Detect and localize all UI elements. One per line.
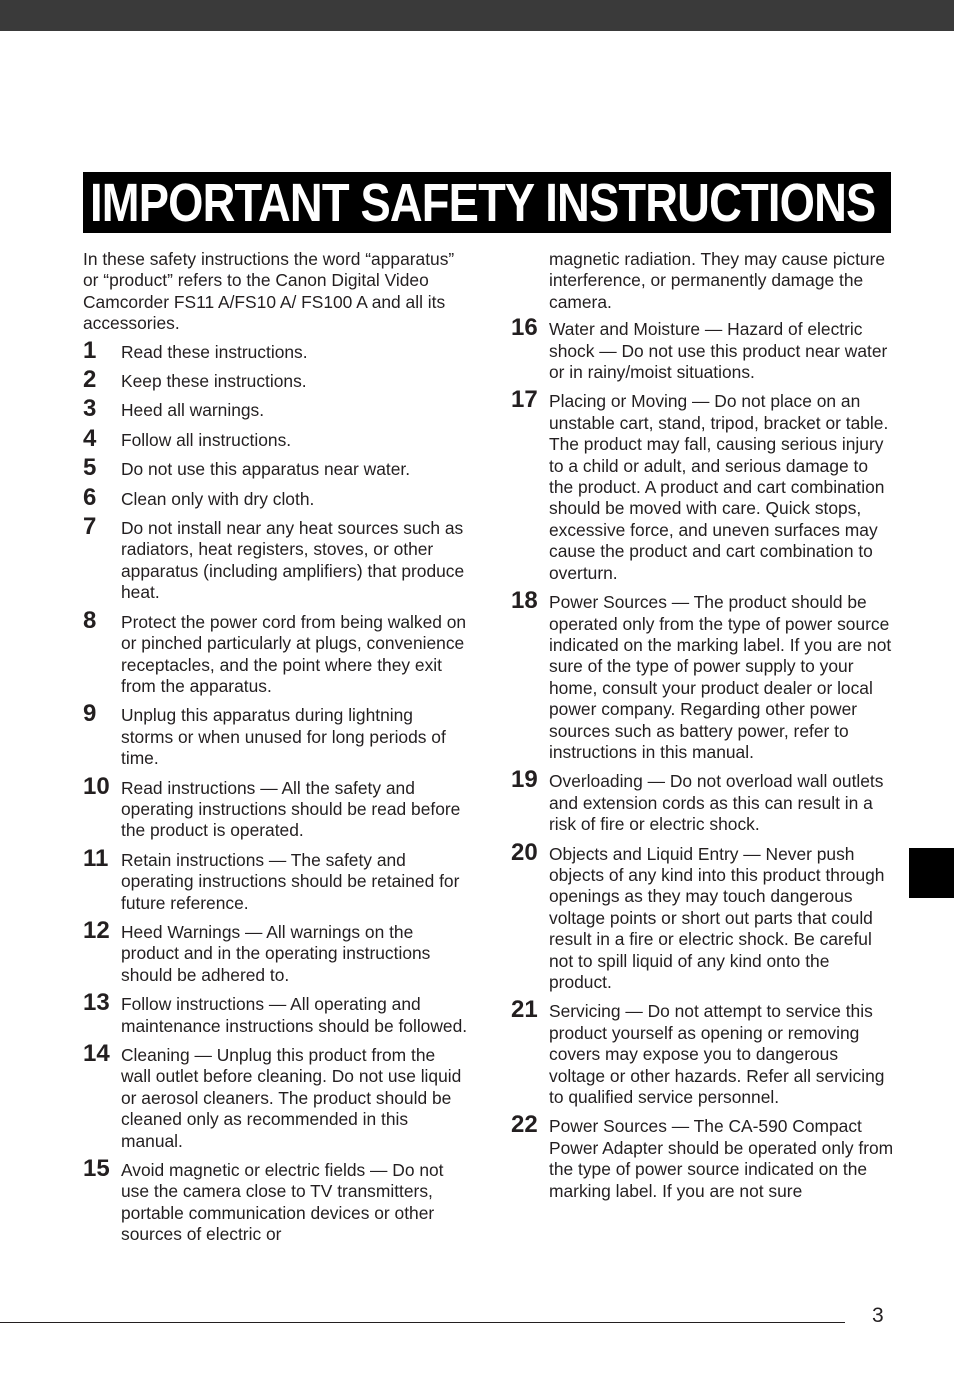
instruction-item-9 <box>83 700 468 769</box>
item-text: Protect the power cord from being walked on or pinched particularly at plugs, convenience receptacles, and the point where they exit from the apparatus. <box>121 611 467 696</box>
item-text: Heed all warnings. <box>121 400 265 421</box>
item-text: Clean only with dry cloth. <box>121 488 315 509</box>
item-15-continuation: magnetic radiation. They may cause picture interference, or permanently damage the camera. <box>549 249 886 312</box>
instruction-item-7 <box>83 513 468 604</box>
left-column <box>83 249 468 1254</box>
instruction-item-22 <box>511 1111 896 1202</box>
item-number: 15 <box>83 1155 110 1183</box>
title-banner <box>83 172 891 233</box>
item-text: Retain instructions — The safety and operating instructions should be retained for future reference. <box>121 849 460 913</box>
item-text: Follow instructions — All operating and maintenance instructions should be followed. <box>121 994 468 1036</box>
item-text: Do not install near any heat sources such as radiators, heat registers, stoves, or other apparatus (including amplifiers) that produce heat. <box>121 518 465 603</box>
instruction-item-1 <box>83 336 468 364</box>
item-number: 7 <box>83 513 97 541</box>
item-text: Unplug this apparatus during lightning storms or when unused for long periods of time. <box>121 705 446 769</box>
item-text: Overloading — Do not overload wall outlets and extension cords as this can result in a risk of fire or electric shock. <box>549 771 884 835</box>
instruction-item-20 <box>511 838 896 994</box>
item-text: Servicing — Do not attempt to service this product yourself as opening or removing covers may expose you to dangerous voltage or other hazards. Refer all servicing to qualified service personnel. <box>549 1001 885 1108</box>
item-number: 20 <box>511 838 538 866</box>
item-text: Keep these instructions. <box>121 371 307 392</box>
section-thumb-tab <box>909 848 954 898</box>
instruction-item-15 <box>83 1155 468 1246</box>
item-text: Placing or Moving — Do not place on an unstable cart, stand, tripod, bracket or table. The product may fall, causing serious injury to a child or adult, and serious damage to the product. A product and cart combination should be moved with care. Quick stops, excessive force, and uneven surfaces may cause the product and cart combination to overturn. <box>549 391 889 583</box>
item-text: Do not use this apparatus near water. <box>121 459 411 480</box>
item-text: Power Sources — The CA-590 Compact Power Adapter should be operated only from the type of power source indicated on the marking label. If you are not sure <box>549 1116 894 1201</box>
instruction-item-16 <box>511 314 896 383</box>
intro-paragraph: In these safety instructions the word “apparatus” or “product” refers to the Canon Digital Video Camcorder FS11 A/FS10 A/ FS100 A and all its accessories. <box>83 249 455 334</box>
instruction-item-5 <box>83 454 468 482</box>
instruction-item-8 <box>83 606 468 698</box>
item-text: Heed Warnings — All warnings on the product and in the operating instructions should be adhered to. <box>121 921 431 985</box>
item-number: 4 <box>83 424 97 452</box>
instruction-item-12 <box>83 916 468 986</box>
item-number: 13 <box>83 989 110 1017</box>
item-number: 22 <box>511 1111 538 1139</box>
instruction-item-21 <box>511 996 896 1108</box>
instruction-item-18 <box>511 587 896 763</box>
item-number: 11 <box>83 844 109 872</box>
item-number: 9 <box>83 700 97 728</box>
item-number: 5 <box>83 454 97 482</box>
item-number: 6 <box>83 483 97 511</box>
item-number: 21 <box>511 996 538 1024</box>
instruction-item-2 <box>83 366 468 394</box>
item-text: Follow all instructions. <box>121 429 292 450</box>
item-number: 18 <box>511 587 538 615</box>
instruction-item-3 <box>83 395 468 423</box>
item-number: 8 <box>83 606 97 634</box>
instruction-item-6 <box>83 483 468 511</box>
item-text: Read instructions — All the safety and operating instructions should be read before the product is operated. <box>121 777 461 841</box>
top-header-bar <box>0 0 954 31</box>
item-number: 1 <box>83 336 97 364</box>
page-title: IMPORTANT SAFETY INSTRUCTIONS <box>90 172 876 233</box>
item-number: 10 <box>83 772 110 800</box>
right-column <box>511 249 896 1210</box>
page-number: 3 <box>872 1304 884 1327</box>
item-number: 14 <box>83 1040 110 1067</box>
instruction-item-4 <box>83 424 468 452</box>
instruction-item-14 <box>83 1040 468 1152</box>
item-text: Cleaning — Unplug this product from the wall outlet before cleaning. Do not use liquid or aerosol cleaners. The product should be cleaned only as recommended in this manual. <box>121 1045 462 1151</box>
item-number: 3 <box>83 395 97 423</box>
item-number: 2 <box>83 366 97 394</box>
item-number: 12 <box>83 916 110 944</box>
instruction-item-13 <box>83 989 468 1037</box>
instruction-item-10 <box>83 772 468 842</box>
item-number: 16 <box>511 314 538 342</box>
item-text: Read these instructions. <box>121 341 308 362</box>
instruction-item-11 <box>83 844 468 914</box>
footer-divider <box>0 1322 845 1323</box>
instruction-item-19 <box>511 766 896 835</box>
item-text: Power Sources — The product should be operated only from the type of power source indicated on the marking label. If you are not sure of the type of power supply to your home, consult your product dealer or local power company. Regarding other power sources such as battery power, refer to instructions in this manual. <box>549 592 892 762</box>
instruction-item-17 <box>511 386 896 584</box>
item-text: Water and Moisture — Hazard of electric shock — Do not use this product near water or in rainy/moist situations. <box>549 319 888 383</box>
item-text: Objects and Liquid Entry — Never push objects of any kind into this product through openings as they may touch dangerous voltage points or short out parts that could result in a fire or electric shock. Be careful not to spill liquid of any kind onto the product. <box>549 843 885 992</box>
item-number: 17 <box>511 386 538 414</box>
item-number: 19 <box>511 766 538 794</box>
item-text: Avoid magnetic or electric fields — Do not use the camera close to TV transmitters, portable communication devices or other sources of electric or <box>121 1160 444 1245</box>
